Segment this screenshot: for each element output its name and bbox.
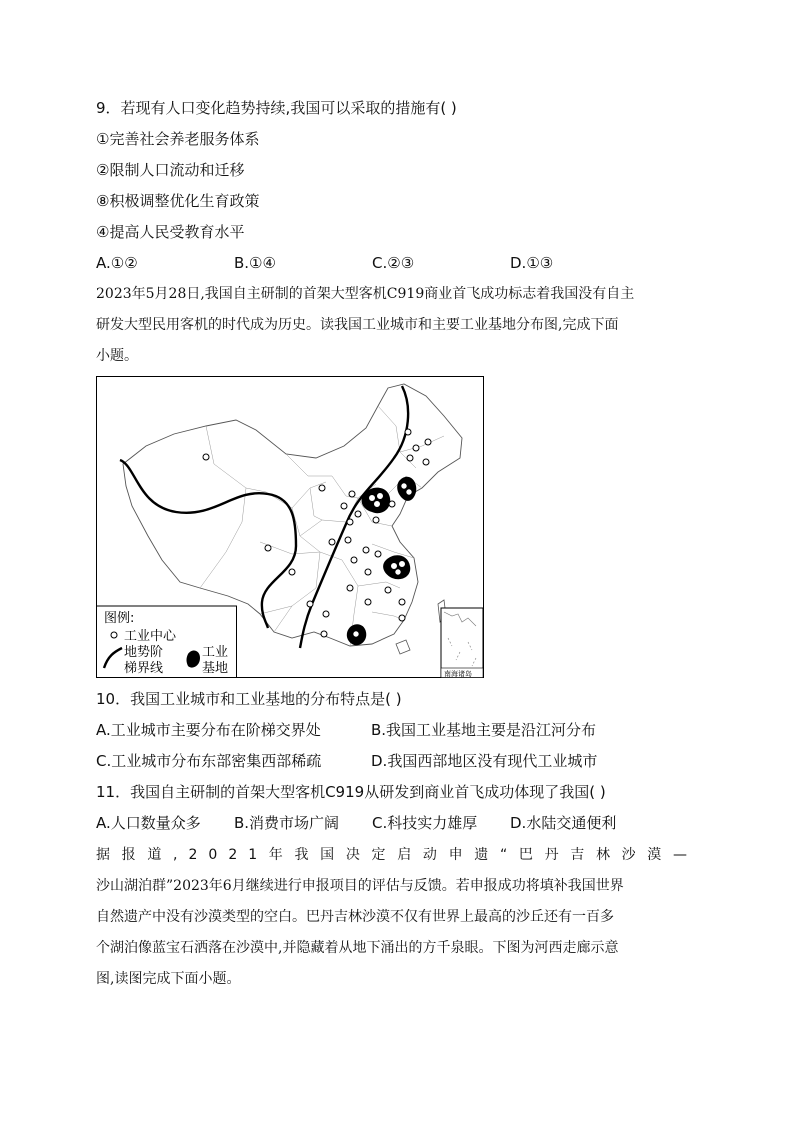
south-sea-inset	[441, 608, 483, 678]
q11-option-b[interactable]: B.消费市场广阔	[234, 814, 340, 832]
q11-option-a[interactable]: A.人口数量众多	[96, 814, 201, 832]
q10-options-row-2	[96, 751, 696, 771]
passage1-line-2: 研发大型民用客机的时代成为历史。读我国工业城市和主要工业基地分布图,完成下面	[96, 317, 619, 333]
q10-option-a[interactable]: A.工业城市主要分布在阶梯交界处	[96, 721, 321, 739]
legend-center-symbol	[111, 632, 117, 638]
q9-options	[96, 253, 696, 273]
q10-option-b[interactable]: B.我国工业基地主要是沿江河分布	[371, 721, 597, 739]
q9-stem: 9．若现有人口变化趋势持续,我国可以采取的措施有( )	[96, 99, 457, 117]
q10-stem: 10．我国工业城市和工业基地的分布特点是( )	[96, 690, 402, 708]
q10-option-d[interactable]: D.我国西部地区没有现代工业城市	[371, 752, 598, 770]
q10-option-c[interactable]: C.工业城市分布东部密集西部稀疏	[96, 752, 322, 770]
q11-option-c[interactable]: C.科技实力雄厚	[372, 814, 478, 832]
industrial-map	[96, 376, 484, 678]
q11-options	[96, 813, 696, 833]
passage2-line-1: 据报道,2021年我国决定启动申遗“巴丹吉林沙漠—	[96, 847, 698, 863]
legend-title: 图例:	[104, 611, 135, 626]
q9-option-d[interactable]: D.①③	[510, 254, 554, 272]
passage2-line-5: 图,读图完成下面小题。	[96, 971, 241, 987]
q9-option-b[interactable]: B.①④	[234, 254, 276, 272]
q9-item-3: ⑧积极调整优化生育政策	[96, 192, 260, 210]
passage2-line-3: 自然遗产中没有沙漠类型的空白。巴丹吉林沙漠不仅有世界上最高的沙丘还有一百多	[96, 909, 614, 925]
q10-options-row-1	[96, 720, 696, 740]
q9-option-c[interactable]: C.②③	[372, 254, 415, 272]
passage1-line-3: 小题。	[96, 348, 138, 364]
q9-item-4: ④提高人民受教育水平	[96, 223, 245, 241]
passage2-line-2: 沙山湖泊群”2023年6月继续进行申报项目的评估与反馈。若申报成功将填补我国世界	[96, 878, 624, 894]
q9-item-1: ①完善社会养老服务体系	[96, 130, 260, 148]
legend-center-label: 工业中心	[124, 629, 177, 644]
q11-option-d[interactable]: D.水陆交通便利	[510, 814, 617, 832]
inset-box	[441, 608, 483, 678]
q9-option-a[interactable]: A.①②	[96, 254, 138, 272]
passage1-line-1: 2023年5月28日,我国自主研制的首架大型客机C919商业首飞成功标志着我国没有自主	[96, 286, 635, 302]
passage2-line-4: 个湖泊像蓝宝石洒落在沙漠中,并隐藏着从地下涌出的方千泉眼。下图为河西走廊示意	[96, 940, 619, 956]
legend-base-label-1: 工业	[202, 645, 229, 660]
legend-line-label-2: 梯界线	[124, 661, 164, 676]
q9-item-2: ②限制人口流动和迁移	[96, 161, 245, 179]
inset-label: 南海诸岛	[444, 670, 472, 678]
legend-base-label-2: 基地	[202, 661, 229, 676]
legend	[97, 606, 237, 678]
q11-stem: 11．我国自主研制的首架大型客机C919从研发到商业首飞成功体现了我国( )	[96, 783, 606, 801]
legend-line-label-1: 地势阶	[124, 645, 164, 660]
